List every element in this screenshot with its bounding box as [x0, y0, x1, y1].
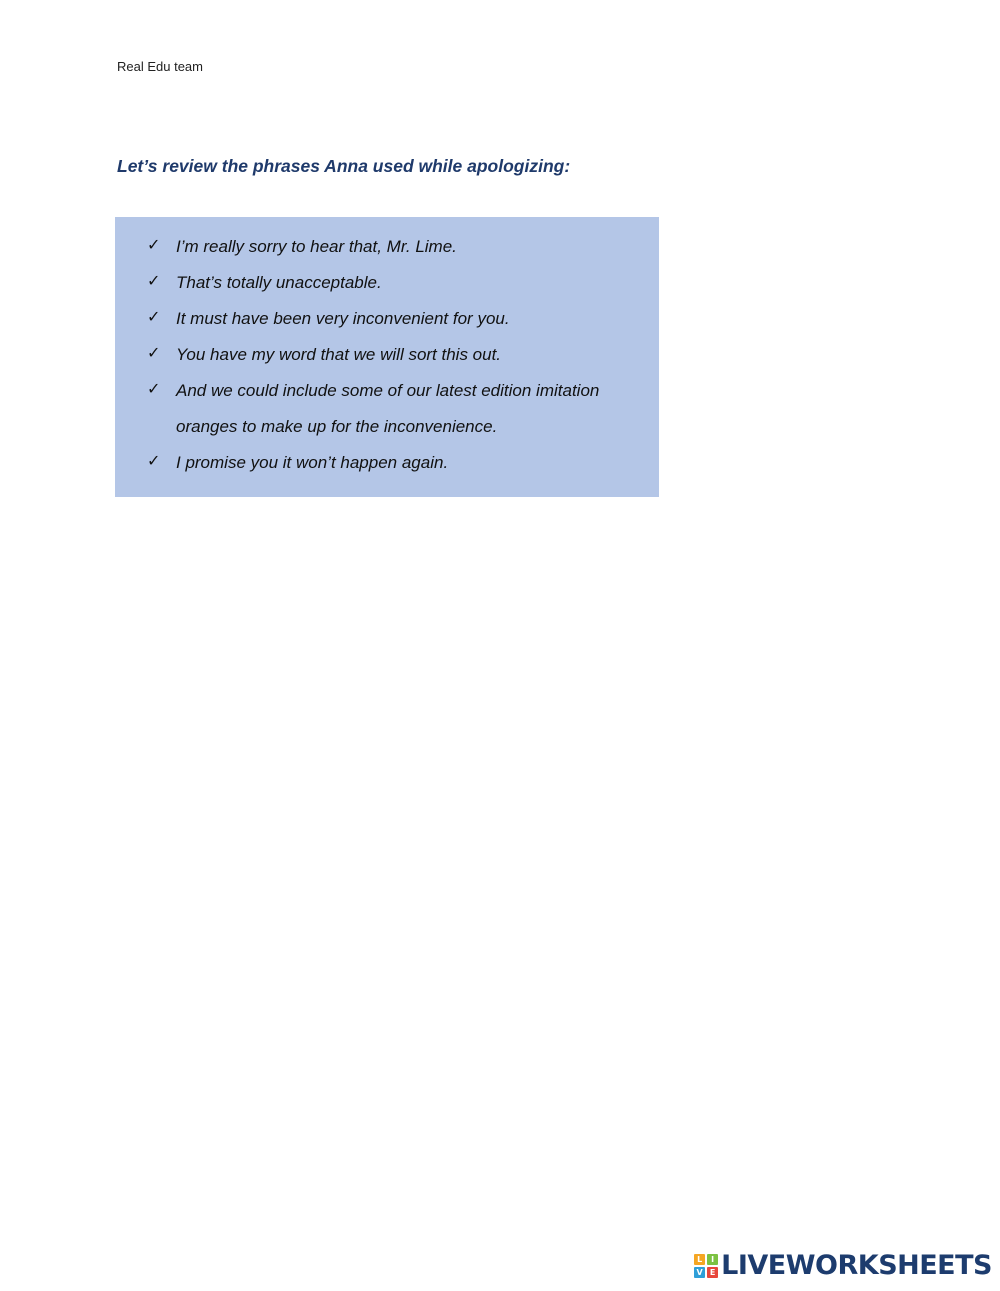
check-icon: ✓	[147, 381, 161, 398]
liveworksheets-logo	[694, 1250, 992, 1281]
phrase-text: I promise you it won’t happen again.	[176, 453, 449, 472]
brand-name: LIVEWORKSHEETS	[721, 1250, 992, 1281]
logo-tile: E	[707, 1267, 718, 1278]
phrase-list	[115, 229, 636, 481]
list-item	[115, 229, 636, 265]
phrase-box	[115, 217, 659, 497]
list-item	[115, 373, 636, 445]
logo-tile: I	[707, 1254, 718, 1265]
list-item	[115, 301, 636, 337]
page-heading: Let’s review the phrases Anna used while apologizing:	[117, 156, 571, 176]
logo-tile: V	[694, 1267, 705, 1278]
list-item	[115, 445, 636, 481]
phrase-text: That’s totally unacceptable.	[176, 273, 382, 292]
check-icon: ✓	[147, 237, 161, 254]
check-icon: ✓	[147, 453, 161, 470]
check-icon: ✓	[147, 345, 161, 362]
logo-tiles-icon	[694, 1254, 718, 1278]
check-icon: ✓	[147, 273, 161, 290]
phrase-text: It must have been very inconvenient for you.	[176, 309, 510, 328]
phrase-text: You have my word that we will sort this out.	[176, 345, 502, 364]
list-item	[115, 337, 636, 373]
header-note: Real Edu team	[117, 59, 203, 74]
check-icon: ✓	[147, 309, 161, 326]
phrase-text: And we could include some of our latest edition imitation oranges to make up for the inconvenience.	[176, 381, 600, 436]
phrase-text: I’m really sorry to hear that, Mr. Lime.	[176, 237, 457, 256]
logo-tile: L	[694, 1254, 705, 1265]
list-item	[115, 265, 636, 301]
